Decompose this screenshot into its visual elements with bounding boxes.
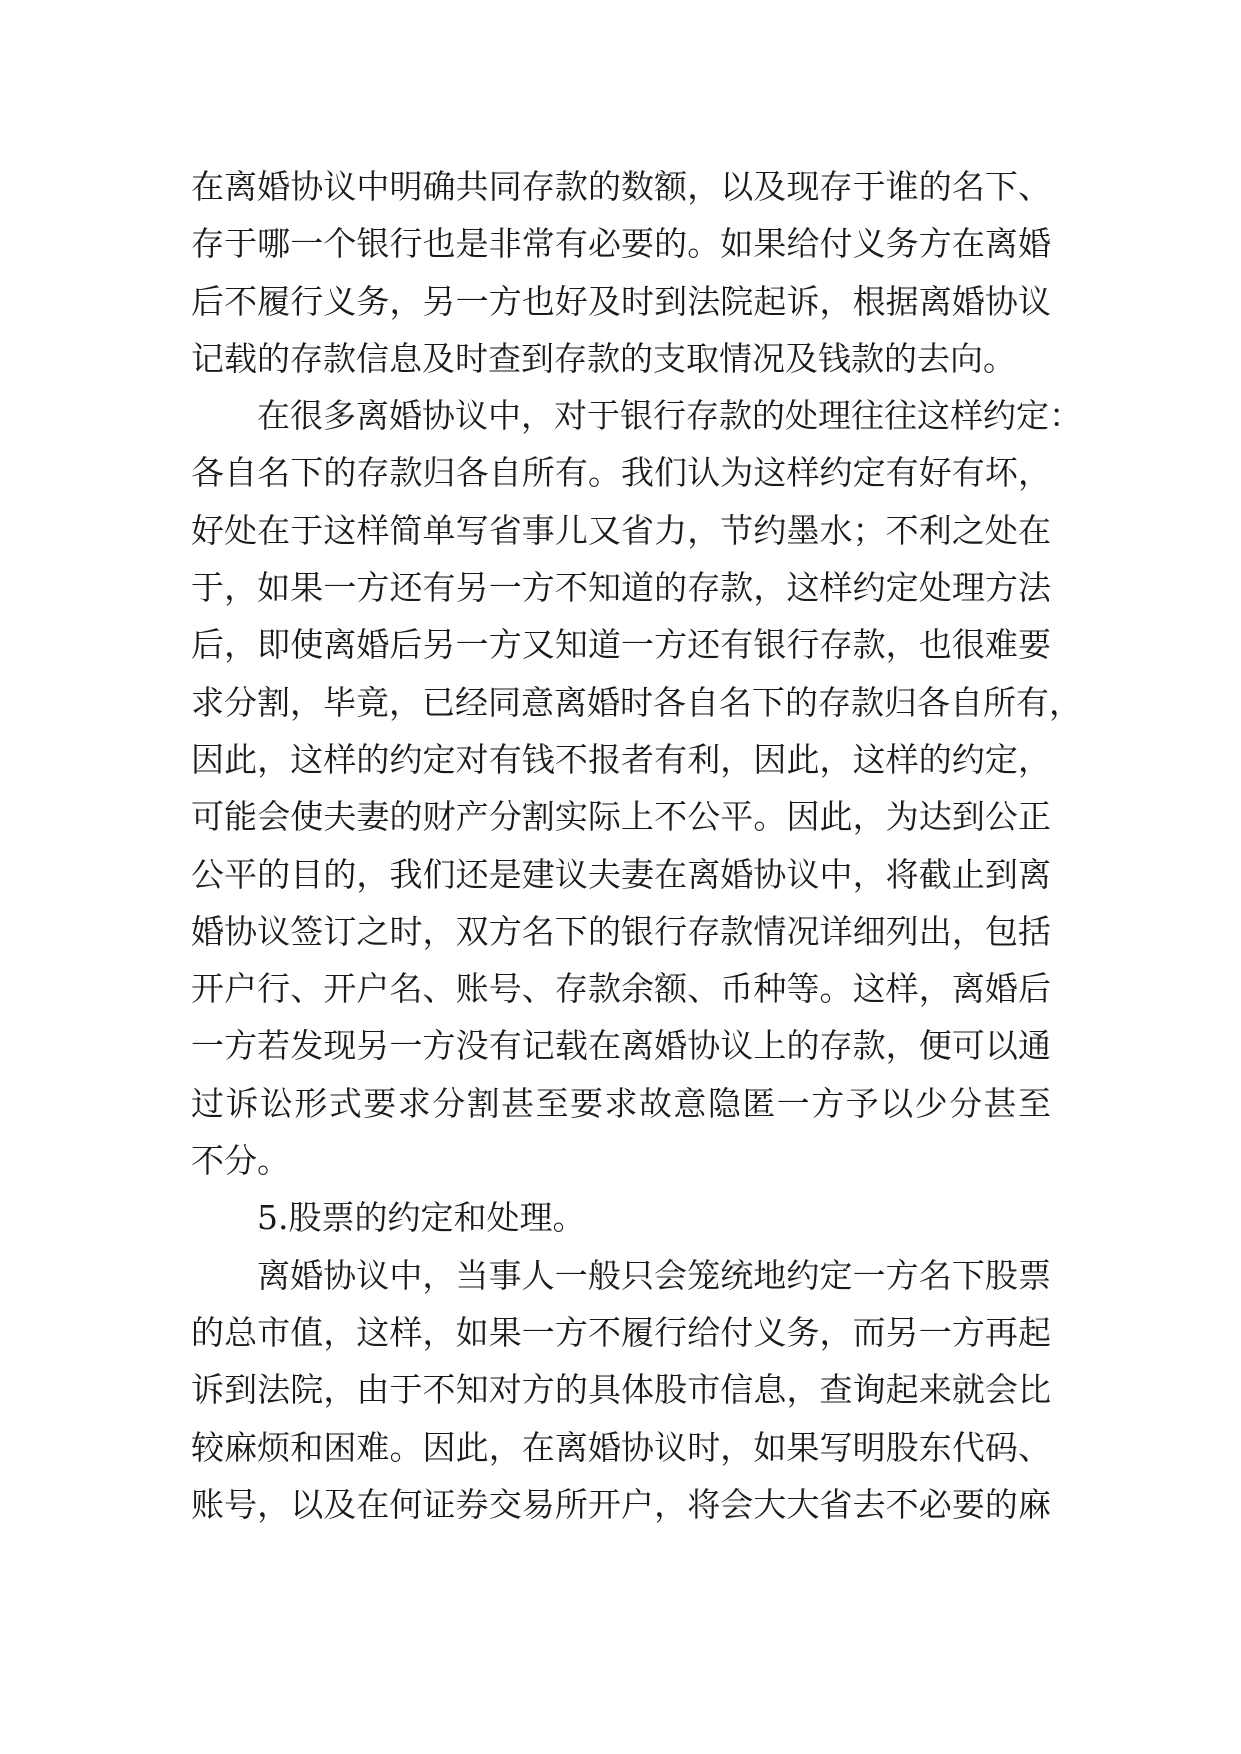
body-text <box>191 158 1082 1533</box>
text-line: 离婚协议中，当事人一般只会笼统地约定一方名下股票 <box>257 1255 1051 1295</box>
section-heading: 5.股票的约定和处理。 <box>257 1198 586 1238</box>
text-line: 求分割，毕竟，已经同意离婚时各自名下的存款归各自所有， <box>191 682 1082 722</box>
text-line: 好处在于这样简单写省事儿又省力，节约墨水；不利之处在 <box>191 510 1051 550</box>
text-line: 公平的目的，我们还是建议夫妻在离婚协议中，将截止到离 <box>191 854 1051 894</box>
text-line: 于，如果一方还有另一方不知道的存款，这样约定处理方法 <box>191 568 1051 608</box>
text-line: 账号，以及在何证券交易所开户，将会大大省去不必要的麻 <box>191 1484 1051 1524</box>
text-line: 开户行、开户名、账号、存款余额、币种等。这样，离婚后 <box>191 969 1051 1009</box>
text-line: 存于哪一个银行也是非常有必要的。如果给付义务方在离婚 <box>191 224 1051 264</box>
text-line: 在很多离婚协议中，对于银行存款的处理往往这样约定： <box>257 396 1082 436</box>
text-line: 较麻烦和困难。因此，在离婚协议时，如果写明股东代码、 <box>191 1427 1051 1467</box>
text-line: 因此，这样的约定对有钱不报者有利，因此，这样的约定， <box>191 739 1051 779</box>
text-line: 过诉讼形式要求分割甚至要求故意隐匿一方予以少分甚至 <box>191 1083 1051 1123</box>
text-line: 可能会使夫妻的财产分割实际上不公平。因此，为达到公正 <box>191 797 1051 837</box>
text-line: 后不履行义务，另一方也好及时到法院起诉，根据离婚协议 <box>191 281 1051 321</box>
text-line: 诉到法院，由于不知对方的具体股市信息，查询起来就会比 <box>191 1370 1051 1410</box>
text-line: 不分。 <box>191 1141 290 1181</box>
text-line: 的总市值，这样，如果一方不履行给付义务，而另一方再起 <box>191 1312 1051 1352</box>
text-line: 在离婚协议中明确共同存款的数额，以及现存于谁的名下、 <box>191 167 1051 206</box>
text-line: 后，即使离婚后另一方又知道一方还有银行存款，也很难要 <box>191 625 1051 665</box>
text-line: 婚协议签订之时，双方名下的银行存款情况详细列出，包括 <box>191 911 1051 951</box>
text-line: 各自名下的存款归各自所有。我们认为这样约定有好有坏， <box>191 453 1051 493</box>
text-line: 一方若发现另一方没有记载在离婚协议上的存款，便可以通 <box>191 1026 1051 1066</box>
text-line: 记载的存款信息及时查到存款的支取情况及钱款的去向。 <box>191 338 1016 378</box>
